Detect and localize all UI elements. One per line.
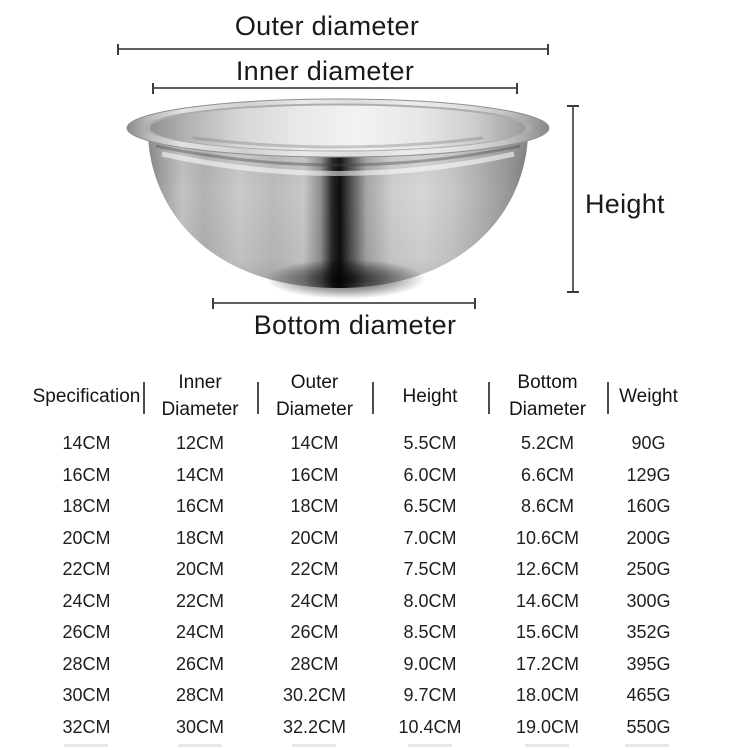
table-cell: 24CM <box>175 622 224 643</box>
table-row <box>30 491 690 523</box>
table-cell: 14.6CM <box>515 590 580 611</box>
table-cell: 465G <box>626 685 671 706</box>
cropped-row-hint <box>625 744 669 747</box>
cropped-row-hint <box>408 744 452 747</box>
table-cell: 395G <box>626 653 671 674</box>
table-cell: 7.5CM <box>403 559 457 580</box>
table-cell: 20CM <box>175 559 224 580</box>
table-cell: 16CM <box>175 496 224 517</box>
column-header-inner-diameter: Inner Diameter <box>161 372 239 420</box>
table-cell: 14CM <box>62 433 111 454</box>
table-cell: 5.2CM <box>520 433 574 454</box>
table-cell: 16CM <box>290 464 339 485</box>
table-cell: 28CM <box>290 653 339 674</box>
table-cell: 129G <box>626 464 671 485</box>
table-cell: 9.7CM <box>403 685 457 706</box>
table-cell: 18.0CM <box>515 685 580 706</box>
column-header-specification: Specification <box>32 385 141 407</box>
table-cell: 16CM <box>62 464 111 485</box>
header-divider <box>607 382 609 414</box>
column-header-bottom-diameter: Bottom Diameter <box>508 372 587 420</box>
table-row <box>30 586 690 618</box>
table-cell: 24CM <box>290 590 339 611</box>
table-header-row <box>30 368 690 426</box>
table-cell: 15.6CM <box>515 622 580 643</box>
outer-diameter-dimension-line <box>118 48 548 50</box>
table-cell: 352G <box>626 622 671 643</box>
table-cell: 6.5CM <box>403 496 457 517</box>
table-row <box>30 554 690 586</box>
table-cell: 30.2CM <box>282 685 347 706</box>
height-label: Height <box>585 189 665 219</box>
table-row <box>30 428 690 460</box>
outer-diameter-label: Outer diameter <box>234 11 420 41</box>
column-header-height: Height <box>402 385 458 407</box>
table-cell: 6.6CM <box>520 464 574 485</box>
table-cell: 17.2CM <box>515 653 580 674</box>
table-cell: 32CM <box>62 716 111 737</box>
table-cell: 7.0CM <box>403 527 457 548</box>
table-cell: 8.0CM <box>403 590 457 611</box>
bottom-diameter-label: Bottom diameter <box>253 310 457 340</box>
table-cell: 90G <box>631 433 666 454</box>
table-cell: 200G <box>626 527 671 548</box>
table-row <box>30 460 690 492</box>
table-row <box>30 680 690 712</box>
table-cell: 12CM <box>175 433 224 454</box>
table-cell: 28CM <box>175 685 224 706</box>
table-cell: 300G <box>626 590 671 611</box>
header-divider <box>372 382 374 414</box>
table-cell: 10.4CM <box>398 716 462 737</box>
table-cell: 22CM <box>62 559 111 580</box>
table-cell: 30CM <box>175 716 224 737</box>
table-cell: 24CM <box>62 590 111 611</box>
stainless-steel-bowl-image <box>118 96 578 306</box>
specification-table <box>30 368 690 743</box>
table-cell: 18CM <box>175 527 224 548</box>
table-cell: 9.0CM <box>403 653 457 674</box>
header-divider <box>143 382 145 414</box>
inner-diameter-dimension-line <box>153 87 517 89</box>
table-cell: 32.2CM <box>282 716 347 737</box>
table-cell: 12.6CM <box>515 559 580 580</box>
table-row <box>30 617 690 649</box>
table-cell: 8.5CM <box>403 622 457 643</box>
column-header-outer-diameter: Outer Diameter <box>275 372 354 420</box>
table-cell: 5.5CM <box>403 433 457 454</box>
table-cell: 20CM <box>62 527 111 548</box>
table-cell: 20CM <box>290 527 339 548</box>
table-row <box>30 649 690 681</box>
table-cell: 8.6CM <box>520 496 574 517</box>
table-cell: 19.0CM <box>515 716 580 737</box>
cropped-row-hint <box>64 744 108 747</box>
cropped-row-hint <box>292 744 336 747</box>
table-cell: 550G <box>626 716 671 737</box>
table-cell: 160G <box>626 496 671 517</box>
table-cell: 26CM <box>175 653 224 674</box>
table-cell: 30CM <box>62 685 111 706</box>
table-cell: 6.0CM <box>403 464 457 485</box>
table-cell: 22CM <box>175 590 224 611</box>
table-cell: 10.6CM <box>515 527 580 548</box>
table-body <box>30 428 690 743</box>
table-cell: 26CM <box>290 622 339 643</box>
header-divider <box>488 382 490 414</box>
table-cell: 18CM <box>62 496 111 517</box>
table-row <box>30 523 690 555</box>
column-header-weight: Weight <box>619 385 678 407</box>
cropped-row-hint <box>178 744 222 747</box>
table-cell: 22CM <box>290 559 339 580</box>
inner-diameter-label: Inner diameter <box>235 56 415 86</box>
table-cell: 14CM <box>290 433 339 454</box>
table-cell: 250G <box>626 559 671 580</box>
table-cell: 14CM <box>175 464 224 485</box>
header-divider <box>257 382 259 414</box>
table-cell: 26CM <box>62 622 111 643</box>
table-cell: 28CM <box>62 653 111 674</box>
table-row <box>30 712 690 744</box>
table-cell: 18CM <box>290 496 339 517</box>
cropped-row-hint <box>525 744 569 747</box>
